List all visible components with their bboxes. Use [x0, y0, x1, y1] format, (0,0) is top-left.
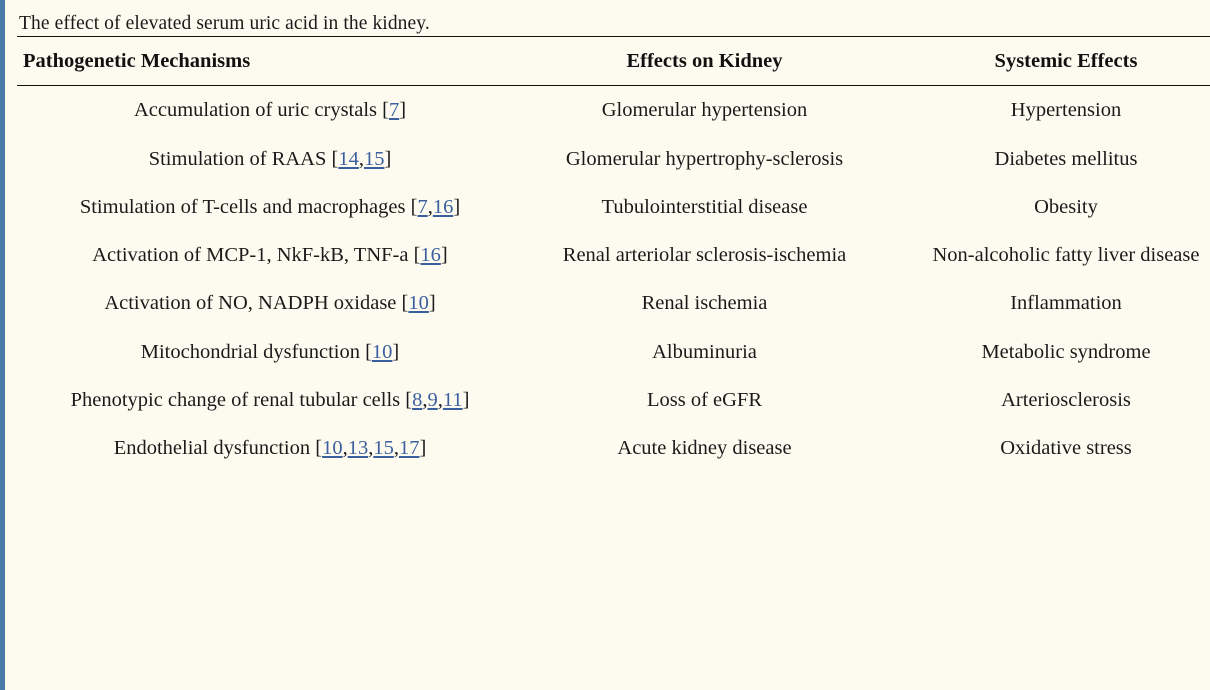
column-header-mechanisms: Pathogenetic Mechanisms	[17, 37, 523, 86]
cell-mechanism	[17, 231, 523, 279]
table-row	[17, 328, 1210, 376]
reference-group: [10]	[365, 340, 400, 363]
table-row	[17, 424, 1210, 472]
mechanism-text: Endothelial dysfunction	[113, 436, 311, 459]
content-area	[5, 0, 1210, 472]
table-row	[17, 183, 1210, 231]
cell-kidney-effect: Renal ischemia	[641, 292, 768, 315]
table-row	[17, 376, 1210, 424]
reference-group: [7,16]	[410, 195, 461, 218]
table-row	[17, 279, 1210, 327]
reference-link[interactable]: 7	[388, 99, 400, 122]
cell-kidney-effect: Renal arteriolar sclerosis-ischemia	[562, 244, 847, 267]
cell-kidney-effect: Glomerular hypertrophy-sclerosis	[565, 147, 844, 170]
table-row	[17, 86, 1210, 135]
mechanism-text: Stimulation of T-cells and macrophages	[79, 195, 406, 218]
reference-group: [8,9,11]	[405, 388, 470, 411]
mechanism-text: Phenotypic change of renal tubular cells	[70, 388, 401, 411]
cell-mechanism	[17, 328, 523, 376]
reference-link[interactable]: 15	[373, 436, 394, 459]
cell-mechanism	[17, 376, 523, 424]
cell-kidney-effect: Acute kidney disease	[617, 436, 792, 459]
reference-group: [14,15]	[331, 147, 392, 170]
reference-group: [16]	[413, 244, 448, 267]
cell-systemic-effect: Inflammation	[1010, 292, 1122, 315]
cell-kidney-effect: Albuminuria	[652, 340, 757, 363]
mechanism-text: Activation of NO, NADPH oxidase	[104, 292, 397, 315]
cell-systemic-effect: Non-alcoholic fatty liver disease	[932, 244, 1200, 267]
table-row	[17, 231, 1210, 279]
table-caption: The effect of elevated serum uric acid in the kidney.	[19, 13, 430, 34]
mechanism-text: Activation of MCP-1, NkF-kB, TNF-a	[92, 244, 409, 267]
reference-group: [10,13,15,17]	[315, 436, 427, 459]
table-header	[17, 37, 1210, 86]
reference-link[interactable]: 10	[408, 292, 429, 315]
cell-systemic-effect: Arteriosclerosis	[1001, 388, 1131, 411]
cell-systemic-effect: Diabetes mellitus	[994, 147, 1138, 170]
cell-systemic-effect: Hypertension	[1010, 99, 1122, 122]
reference-link[interactable]: 16	[420, 244, 441, 267]
cell-kidney-effect: Tubulointerstitial disease	[601, 195, 808, 218]
mechanism-text: Stimulation of RAAS	[148, 147, 327, 170]
reference-group: [7]	[382, 99, 407, 122]
column-header-systemic: Systemic Effects	[886, 37, 1210, 86]
reference-link[interactable]: 13	[347, 436, 369, 459]
reference-link[interactable]: 10	[322, 436, 343, 459]
column-header-kidney: Effects on Kidney	[523, 37, 886, 86]
reference-link[interactable]: 11	[442, 388, 463, 411]
table-header-row	[17, 37, 1210, 86]
reference-link[interactable]: 10	[371, 340, 393, 363]
reference-link[interactable]: 14	[338, 147, 359, 170]
cell-systemic-effect: Metabolic syndrome	[981, 340, 1151, 363]
reference-link[interactable]: 15	[363, 147, 385, 170]
reference-link[interactable]: 7	[417, 195, 428, 218]
cell-mechanism	[17, 135, 523, 183]
reference-link[interactable]: 8	[412, 388, 423, 411]
cell-systemic-effect: Obesity	[1034, 195, 1098, 218]
cell-systemic-effect: Oxidative stress	[1000, 436, 1132, 459]
data-table	[17, 36, 1210, 472]
table-body	[17, 86, 1210, 472]
mechanism-text: Accumulation of uric crystals	[133, 99, 378, 122]
reference-link[interactable]: 16	[432, 195, 454, 218]
cell-mechanism	[17, 183, 523, 231]
cell-mechanism	[17, 424, 523, 472]
cell-mechanism	[17, 86, 523, 135]
reference-link[interactable]: 9	[427, 388, 438, 411]
reference-group: [10]	[401, 292, 436, 315]
cell-mechanism	[17, 279, 523, 327]
cell-kidney-effect: Loss of eGFR	[646, 388, 763, 411]
reference-link[interactable]: 17	[398, 436, 420, 459]
table-row	[17, 135, 1210, 183]
cell-kidney-effect: Glomerular hypertension	[601, 99, 808, 122]
mechanism-text: Mitochondrial dysfunction	[140, 340, 360, 363]
